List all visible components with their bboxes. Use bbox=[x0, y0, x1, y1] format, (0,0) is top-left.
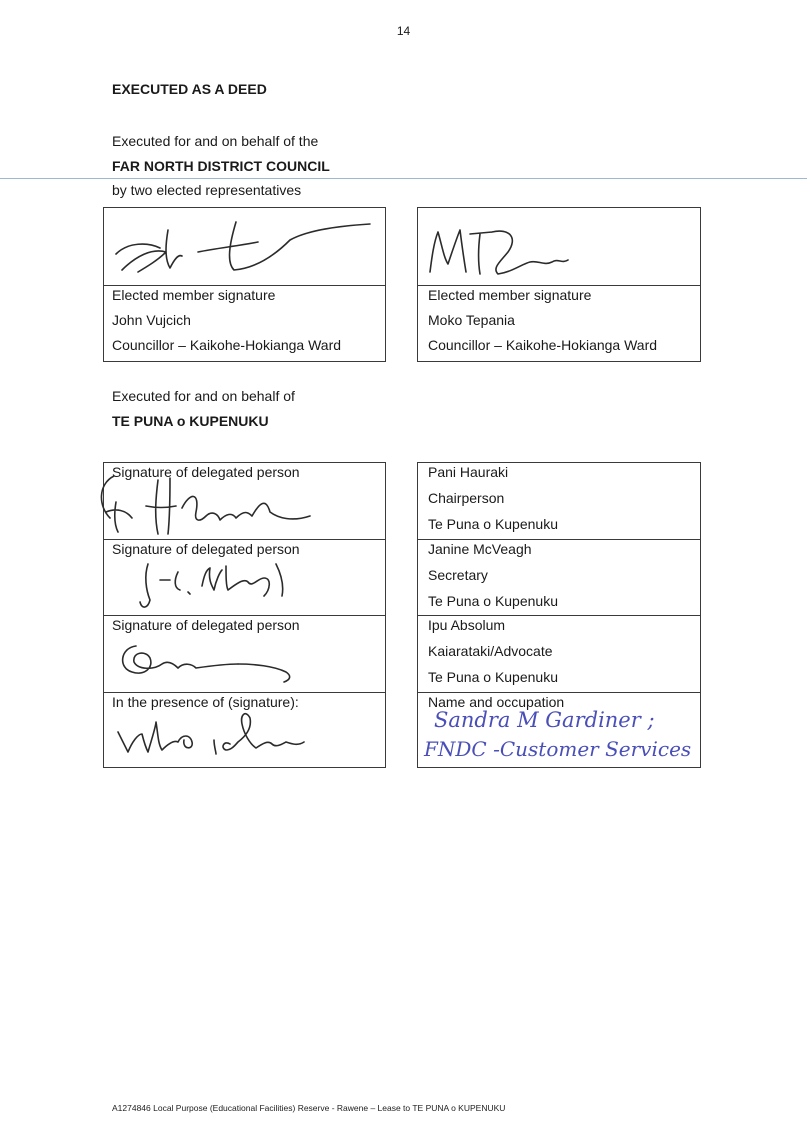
council-signatory-1-role: Elected member signature bbox=[112, 287, 276, 303]
council-signatory-2-title: Councillor – Kaikohe-Hokianga Ward bbox=[428, 337, 658, 353]
council-signatory-1-title: Councillor – Kaikohe-Hokianga Ward bbox=[112, 337, 342, 353]
council-signatory-2-name: Moko Tepania bbox=[428, 312, 515, 328]
delegate-3-organisation: Te Puna o Kupenuku bbox=[428, 669, 558, 685]
council-signatory-2-role: Elected member signature bbox=[428, 287, 592, 303]
divider bbox=[103, 692, 386, 693]
witness-handwritten-occupation: FNDC -Customer Services bbox=[424, 737, 692, 761]
delegate-3-name: Ipu Absolum bbox=[428, 617, 506, 633]
ipu-absolum-signature bbox=[114, 636, 314, 690]
delegate-1-title: Chairperson bbox=[428, 490, 505, 506]
john-vujcich-signature bbox=[108, 212, 378, 284]
divider bbox=[417, 539, 701, 540]
delegate-2-signature-label: Signature of delegated person bbox=[112, 541, 300, 557]
document-footer: A1274846 Local Purpose (Educational Facilities) Reserve - Rawene – Lease to TE PUNA o KUPENUKU bbox=[112, 1103, 506, 1113]
council-by-line: by two elected representatives bbox=[112, 182, 302, 198]
deed-heading: EXECUTED AS A DEED bbox=[112, 81, 267, 97]
page-number: 14 bbox=[396, 24, 411, 38]
witness-handwritten-name: Sandra M Gardiner ; bbox=[434, 708, 655, 732]
divider bbox=[417, 285, 701, 286]
divider bbox=[103, 615, 386, 616]
pani-hauraki-signature bbox=[96, 472, 336, 538]
divider bbox=[103, 539, 386, 540]
council-signatory-1-name: John Vujcich bbox=[112, 312, 191, 328]
tenant-name: TE PUNA o KUPENUKU bbox=[112, 413, 269, 429]
tenant-executed-line: Executed for and on behalf of bbox=[112, 388, 295, 404]
delegate-2-title: Secretary bbox=[428, 567, 488, 583]
moko-tepania-signature bbox=[422, 212, 692, 284]
delegate-3-signature-label: Signature of delegated person bbox=[112, 617, 300, 633]
witness-occupation-label: Name and occupation bbox=[428, 694, 565, 710]
delegate-1-organisation: Te Puna o Kupenuku bbox=[428, 516, 558, 532]
council-name: FAR NORTH DISTRICT COUNCIL bbox=[112, 158, 330, 174]
delegate-1-signature-label: Signature of delegated person bbox=[112, 464, 300, 480]
janine-mcveagh-signature bbox=[136, 556, 306, 614]
divider bbox=[103, 285, 386, 286]
delegate-2-organisation: Te Puna o Kupenuku bbox=[428, 593, 558, 609]
scan-artifact-line bbox=[0, 178, 807, 179]
delegate-3-title: Kaiarataki/Advocate bbox=[428, 643, 553, 659]
divider bbox=[417, 692, 701, 693]
council-executed-line: Executed for and on behalf of the bbox=[112, 133, 319, 149]
delegate-1-name: Pani Hauraki bbox=[428, 464, 509, 480]
divider bbox=[417, 615, 701, 616]
witness-signature-label: In the presence of (signature): bbox=[112, 694, 299, 710]
witness-signature bbox=[112, 704, 322, 766]
delegate-2-name: Janine McVeagh bbox=[428, 541, 532, 557]
